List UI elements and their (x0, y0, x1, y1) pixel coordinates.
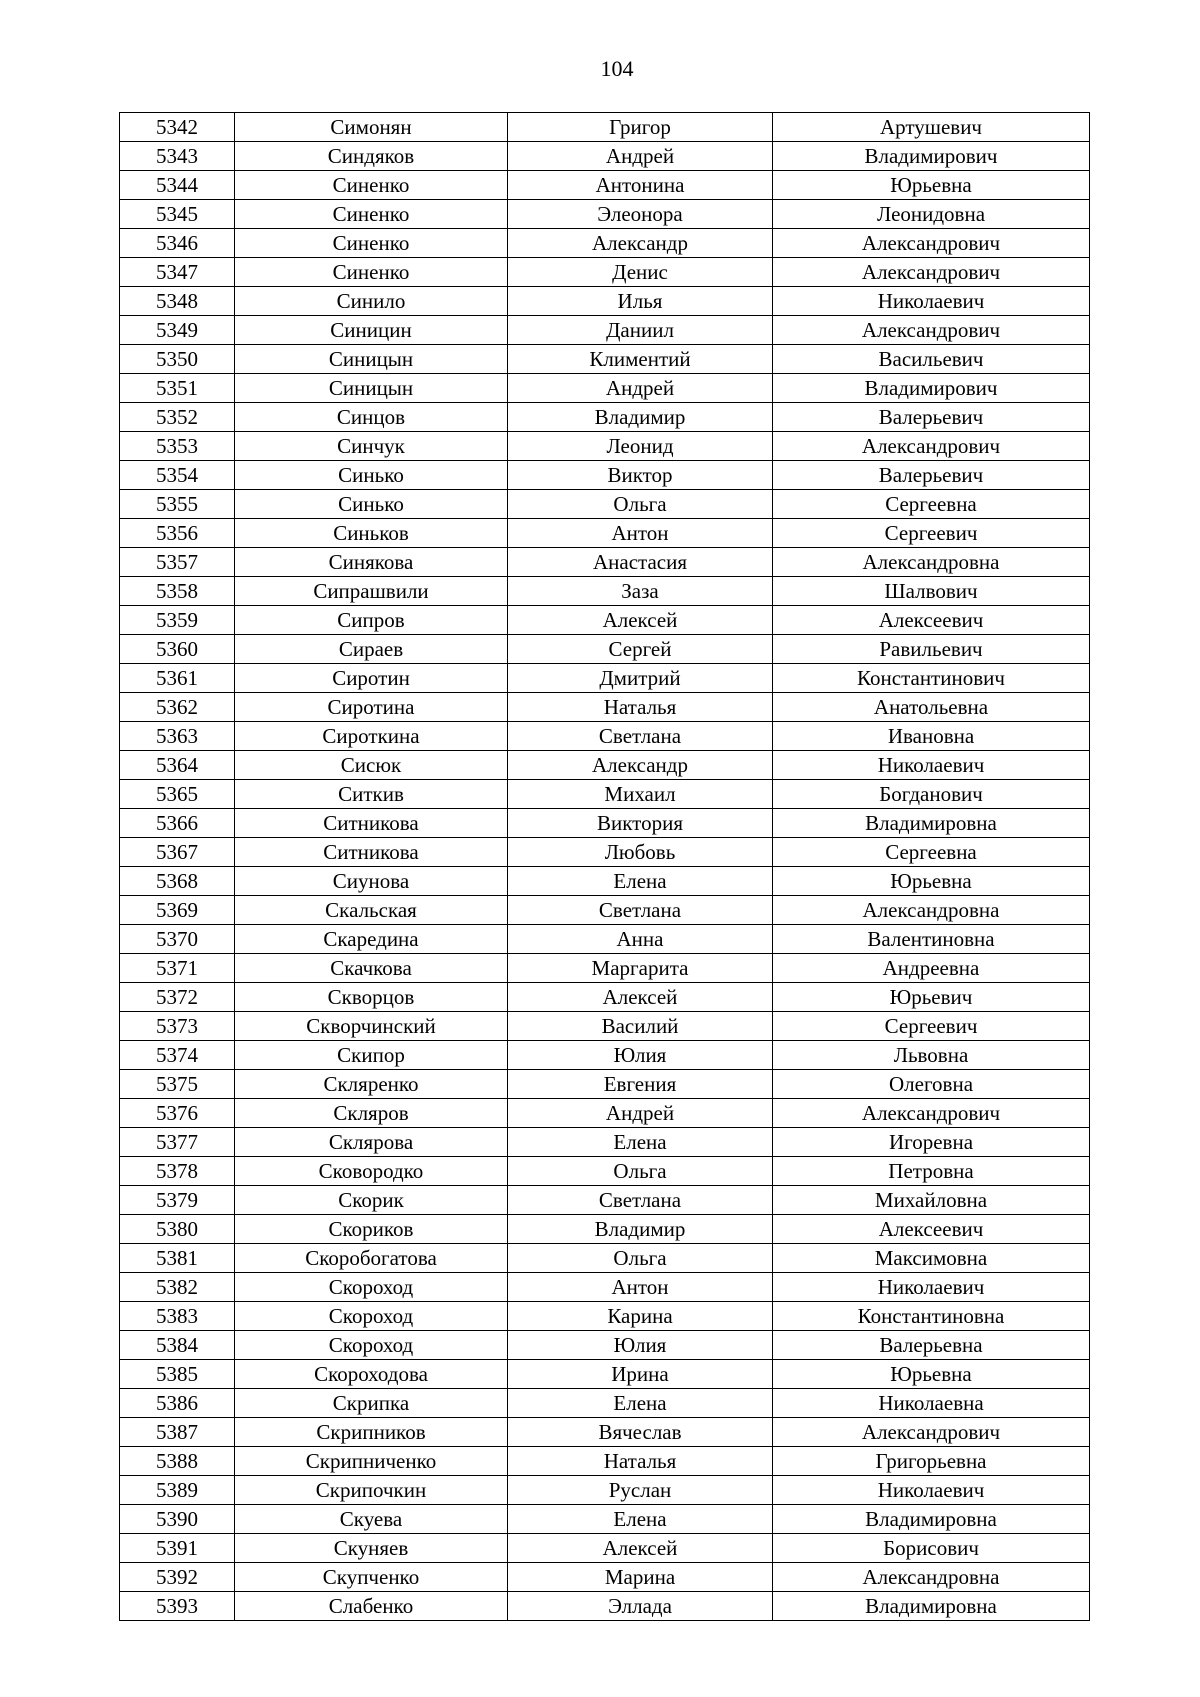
row-number-cell: 5393 (120, 1592, 235, 1621)
row-number-cell: 5373 (120, 1012, 235, 1041)
first-name-cell: Алексей (508, 983, 773, 1012)
last-name-cell: Скальская (235, 896, 508, 925)
last-name-cell: Сиротина (235, 693, 508, 722)
table-row (120, 1534, 1090, 1563)
table-row (120, 1012, 1090, 1041)
first-name-cell: Владимир (508, 403, 773, 432)
row-number-cell: 5383 (120, 1302, 235, 1331)
patronymic-cell: Николаевна (773, 1389, 1090, 1418)
first-name-cell: Александр (508, 229, 773, 258)
first-name-cell: Виктор (508, 461, 773, 490)
first-name-cell: Эллада (508, 1592, 773, 1621)
patronymic-cell: Юрьевна (773, 1360, 1090, 1389)
last-name-cell: Ситникова (235, 809, 508, 838)
patronymic-cell: Андреевна (773, 954, 1090, 983)
patronymic-cell: Львовна (773, 1041, 1090, 1070)
last-name-cell: Скачкова (235, 954, 508, 983)
table-row (120, 1505, 1090, 1534)
table-row (120, 954, 1090, 983)
last-name-cell: Синицын (235, 374, 508, 403)
first-name-cell: Елена (508, 867, 773, 896)
last-name-cell: Скуняев (235, 1534, 508, 1563)
row-number-cell: 5384 (120, 1331, 235, 1360)
row-number-cell: 5362 (120, 693, 235, 722)
patronymic-cell: Константиновна (773, 1302, 1090, 1331)
patronymic-cell: Владимировна (773, 809, 1090, 838)
last-name-cell: Скоробогатова (235, 1244, 508, 1273)
row-number-cell: 5357 (120, 548, 235, 577)
patronymic-cell: Александровна (773, 896, 1090, 925)
first-name-cell: Юлия (508, 1331, 773, 1360)
patronymic-cell: Григорьевна (773, 1447, 1090, 1476)
row-number-cell: 5359 (120, 606, 235, 635)
row-number-cell: 5370 (120, 925, 235, 954)
table-row (120, 1389, 1090, 1418)
row-number-cell: 5379 (120, 1186, 235, 1215)
patronymic-cell: Александрович (773, 1099, 1090, 1128)
last-name-cell: Сипров (235, 606, 508, 635)
patronymic-cell: Алексеевич (773, 1215, 1090, 1244)
patronymic-cell: Равильевич (773, 635, 1090, 664)
first-name-cell: Наталья (508, 1447, 773, 1476)
table-row (120, 1302, 1090, 1331)
patronymic-cell: Владимировна (773, 1592, 1090, 1621)
last-name-cell: Синько (235, 461, 508, 490)
row-number-cell: 5374 (120, 1041, 235, 1070)
row-number-cell: 5360 (120, 635, 235, 664)
last-name-cell: Скипор (235, 1041, 508, 1070)
first-name-cell: Леонид (508, 432, 773, 461)
table-row (120, 983, 1090, 1012)
table-row (120, 1360, 1090, 1389)
table-row (120, 606, 1090, 635)
first-name-cell: Маргарита (508, 954, 773, 983)
table-row (120, 838, 1090, 867)
first-name-cell: Андрей (508, 374, 773, 403)
first-name-cell: Наталья (508, 693, 773, 722)
table-row (120, 1099, 1090, 1128)
row-number-cell: 5375 (120, 1070, 235, 1099)
patronymic-cell: Александрович (773, 229, 1090, 258)
last-name-cell: Синцов (235, 403, 508, 432)
last-name-cell: Слабенко (235, 1592, 508, 1621)
table-row (120, 896, 1090, 925)
table-row (120, 1273, 1090, 1302)
last-name-cell: Скуева (235, 1505, 508, 1534)
patronymic-cell: Александровна (773, 548, 1090, 577)
table-row (120, 693, 1090, 722)
last-name-cell: Скориков (235, 1215, 508, 1244)
first-name-cell: Михаил (508, 780, 773, 809)
last-name-cell: Скрипников (235, 1418, 508, 1447)
last-name-cell: Синякова (235, 548, 508, 577)
first-name-cell: Евгения (508, 1070, 773, 1099)
first-name-cell: Андрей (508, 1099, 773, 1128)
last-name-cell: Скаредина (235, 925, 508, 954)
first-name-cell: Елена (508, 1505, 773, 1534)
row-number-cell: 5353 (120, 432, 235, 461)
first-name-cell: Марина (508, 1563, 773, 1592)
patronymic-cell: Сергеевна (773, 490, 1090, 519)
row-number-cell: 5385 (120, 1360, 235, 1389)
table-row (120, 809, 1090, 838)
last-name-cell: Синдяков (235, 142, 508, 171)
table-row (120, 1418, 1090, 1447)
patronymic-cell: Шалвович (773, 577, 1090, 606)
table-row (120, 548, 1090, 577)
table-row (120, 722, 1090, 751)
first-name-cell: Анастасия (508, 548, 773, 577)
row-number-cell: 5343 (120, 142, 235, 171)
table-row (120, 1186, 1090, 1215)
row-number-cell: 5355 (120, 490, 235, 519)
row-number-cell: 5364 (120, 751, 235, 780)
first-name-cell: Юлия (508, 1041, 773, 1070)
row-number-cell: 5371 (120, 954, 235, 983)
row-number-cell: 5389 (120, 1476, 235, 1505)
first-name-cell: Елена (508, 1389, 773, 1418)
row-number-cell: 5368 (120, 867, 235, 896)
last-name-cell: Скворцов (235, 983, 508, 1012)
patronymic-cell: Владимирович (773, 374, 1090, 403)
last-name-cell: Синчук (235, 432, 508, 461)
patronymic-cell: Александрович (773, 1418, 1090, 1447)
first-name-cell: Денис (508, 258, 773, 287)
table-row (120, 780, 1090, 809)
first-name-cell: Светлана (508, 722, 773, 751)
row-number-cell: 5356 (120, 519, 235, 548)
first-name-cell: Любовь (508, 838, 773, 867)
patronymic-cell: Максимовна (773, 1244, 1090, 1273)
last-name-cell: Склярова (235, 1128, 508, 1157)
table-row (120, 374, 1090, 403)
patronymic-cell: Артушевич (773, 113, 1090, 142)
last-name-cell: Синило (235, 287, 508, 316)
patronymic-cell: Валерьевич (773, 461, 1090, 490)
row-number-cell: 5369 (120, 896, 235, 925)
patronymic-cell: Владимировна (773, 1505, 1090, 1534)
last-name-cell: Ситникова (235, 838, 508, 867)
row-number-cell: 5391 (120, 1534, 235, 1563)
first-name-cell: Элеонора (508, 200, 773, 229)
first-name-cell: Анна (508, 925, 773, 954)
first-name-cell: Вячеслав (508, 1418, 773, 1447)
first-name-cell: Светлана (508, 896, 773, 925)
patronymic-cell: Олеговна (773, 1070, 1090, 1099)
first-name-cell: Виктория (508, 809, 773, 838)
row-number-cell: 5378 (120, 1157, 235, 1186)
table-row (120, 258, 1090, 287)
last-name-cell: Сковородко (235, 1157, 508, 1186)
patronymic-cell: Александрович (773, 316, 1090, 345)
patronymic-cell: Валерьевич (773, 403, 1090, 432)
patronymic-cell: Николаевич (773, 1273, 1090, 1302)
table-row (120, 287, 1090, 316)
row-number-cell: 5351 (120, 374, 235, 403)
last-name-cell: Сисюк (235, 751, 508, 780)
row-number-cell: 5388 (120, 1447, 235, 1476)
row-number-cell: 5381 (120, 1244, 235, 1273)
patronymic-cell: Сергеевич (773, 519, 1090, 548)
row-number-cell: 5390 (120, 1505, 235, 1534)
first-name-cell: Алексей (508, 606, 773, 635)
table-row (120, 200, 1090, 229)
last-name-cell: Синько (235, 490, 508, 519)
patronymic-cell: Николаевич (773, 287, 1090, 316)
name-list-table (119, 112, 1090, 1621)
table-row (120, 316, 1090, 345)
last-name-cell: Скрипка (235, 1389, 508, 1418)
table-row (120, 1215, 1090, 1244)
row-number-cell: 5382 (120, 1273, 235, 1302)
patronymic-cell: Владимирович (773, 142, 1090, 171)
last-name-cell: Синенко (235, 258, 508, 287)
row-number-cell: 5347 (120, 258, 235, 287)
table-row (120, 403, 1090, 432)
row-number-cell: 5380 (120, 1215, 235, 1244)
last-name-cell: Скрипниченко (235, 1447, 508, 1476)
patronymic-cell: Петровна (773, 1157, 1090, 1186)
table-row (120, 519, 1090, 548)
last-name-cell: Синенко (235, 171, 508, 200)
row-number-cell: 5349 (120, 316, 235, 345)
last-name-cell: Скороходова (235, 1360, 508, 1389)
last-name-cell: Скороход (235, 1331, 508, 1360)
patronymic-cell: Леонидовна (773, 200, 1090, 229)
last-name-cell: Симонян (235, 113, 508, 142)
last-name-cell: Скляренко (235, 1070, 508, 1099)
table-row (120, 925, 1090, 954)
table-row (120, 171, 1090, 200)
table-row (120, 1447, 1090, 1476)
last-name-cell: Сипрашвили (235, 577, 508, 606)
patronymic-cell: Константинович (773, 664, 1090, 693)
last-name-cell: Сираев (235, 635, 508, 664)
first-name-cell: Ольга (508, 490, 773, 519)
table-row (120, 1128, 1090, 1157)
first-name-cell: Ольга (508, 1244, 773, 1273)
row-number-cell: 5344 (120, 171, 235, 200)
first-name-cell: Заза (508, 577, 773, 606)
table-row (120, 867, 1090, 896)
last-name-cell: Скупченко (235, 1563, 508, 1592)
patronymic-cell: Михайловна (773, 1186, 1090, 1215)
row-number-cell: 5348 (120, 287, 235, 316)
page-number: 104 (600, 56, 634, 81)
first-name-cell: Ирина (508, 1360, 773, 1389)
row-number-cell: 5350 (120, 345, 235, 374)
last-name-cell: Сиротин (235, 664, 508, 693)
last-name-cell: Синенко (235, 229, 508, 258)
table-row (120, 635, 1090, 664)
first-name-cell: Сергей (508, 635, 773, 664)
table-row (120, 1563, 1090, 1592)
row-number-cell: 5372 (120, 983, 235, 1012)
row-number-cell: 5358 (120, 577, 235, 606)
patronymic-cell: Богданович (773, 780, 1090, 809)
first-name-cell: Дмитрий (508, 664, 773, 693)
last-name-cell: Синицын (235, 345, 508, 374)
patronymic-cell: Александрович (773, 432, 1090, 461)
table-row (120, 229, 1090, 258)
row-number-cell: 5365 (120, 780, 235, 809)
row-number-cell: 5346 (120, 229, 235, 258)
last-name-cell: Скворчинский (235, 1012, 508, 1041)
table-row (120, 751, 1090, 780)
patronymic-cell: Николаевич (773, 751, 1090, 780)
patronymic-cell: Сергеевич (773, 1012, 1090, 1041)
patronymic-cell: Васильевич (773, 345, 1090, 374)
table-row (120, 461, 1090, 490)
table-row (120, 1331, 1090, 1360)
first-name-cell: Даниил (508, 316, 773, 345)
table-row (120, 1244, 1090, 1273)
row-number-cell: 5392 (120, 1563, 235, 1592)
table-row (120, 1157, 1090, 1186)
table-row (120, 1070, 1090, 1099)
patronymic-cell: Анатольевна (773, 693, 1090, 722)
patronymic-cell: Николаевич (773, 1476, 1090, 1505)
last-name-cell: Скляров (235, 1099, 508, 1128)
row-number-cell: 5345 (120, 200, 235, 229)
first-name-cell: Елена (508, 1128, 773, 1157)
first-name-cell: Илья (508, 287, 773, 316)
first-name-cell: Карина (508, 1302, 773, 1331)
last-name-cell: Синенко (235, 200, 508, 229)
first-name-cell: Александр (508, 751, 773, 780)
last-name-cell: Сиунова (235, 867, 508, 896)
patronymic-cell: Ивановна (773, 722, 1090, 751)
row-number-cell: 5366 (120, 809, 235, 838)
last-name-cell: Ситкив (235, 780, 508, 809)
table-row (120, 113, 1090, 142)
row-number-cell: 5352 (120, 403, 235, 432)
first-name-cell: Антон (508, 1273, 773, 1302)
table-row (120, 432, 1090, 461)
table-row (120, 142, 1090, 171)
last-name-cell: Сироткина (235, 722, 508, 751)
table-row (120, 1476, 1090, 1505)
table-row (120, 1041, 1090, 1070)
first-name-cell: Антон (508, 519, 773, 548)
table-row (120, 1592, 1090, 1621)
patronymic-cell: Алексеевич (773, 606, 1090, 635)
first-name-cell: Руслан (508, 1476, 773, 1505)
last-name-cell: Скрипочкин (235, 1476, 508, 1505)
first-name-cell: Григор (508, 113, 773, 142)
patronymic-cell: Борисович (773, 1534, 1090, 1563)
first-name-cell: Ольга (508, 1157, 773, 1186)
first-name-cell: Владимир (508, 1215, 773, 1244)
first-name-cell: Климентий (508, 345, 773, 374)
patronymic-cell: Александрович (773, 258, 1090, 287)
first-name-cell: Андрей (508, 142, 773, 171)
first-name-cell: Василий (508, 1012, 773, 1041)
patronymic-cell: Александровна (773, 1563, 1090, 1592)
patronymic-cell: Юрьевна (773, 171, 1090, 200)
patronymic-cell: Юрьевич (773, 983, 1090, 1012)
table-row (120, 490, 1090, 519)
patronymic-cell: Валерьевна (773, 1331, 1090, 1360)
row-number-cell: 5386 (120, 1389, 235, 1418)
last-name-cell: Скорик (235, 1186, 508, 1215)
patronymic-cell: Игоревна (773, 1128, 1090, 1157)
row-number-cell: 5363 (120, 722, 235, 751)
patronymic-cell: Сергеевна (773, 838, 1090, 867)
last-name-cell: Синицин (235, 316, 508, 345)
row-number-cell: 5387 (120, 1418, 235, 1447)
last-name-cell: Скороход (235, 1273, 508, 1302)
table-row (120, 577, 1090, 606)
first-name-cell: Светлана (508, 1186, 773, 1215)
last-name-cell: Синьков (235, 519, 508, 548)
row-number-cell: 5342 (120, 113, 235, 142)
patronymic-cell: Юрьевна (773, 867, 1090, 896)
row-number-cell: 5354 (120, 461, 235, 490)
patronymic-cell: Валентиновна (773, 925, 1090, 954)
first-name-cell: Антонина (508, 171, 773, 200)
last-name-cell: Скороход (235, 1302, 508, 1331)
row-number-cell: 5367 (120, 838, 235, 867)
first-name-cell: Алексей (508, 1534, 773, 1563)
row-number-cell: 5377 (120, 1128, 235, 1157)
table-row (120, 345, 1090, 374)
row-number-cell: 5376 (120, 1099, 235, 1128)
table-row (120, 664, 1090, 693)
row-number-cell: 5361 (120, 664, 235, 693)
name-list-body (120, 113, 1090, 1621)
